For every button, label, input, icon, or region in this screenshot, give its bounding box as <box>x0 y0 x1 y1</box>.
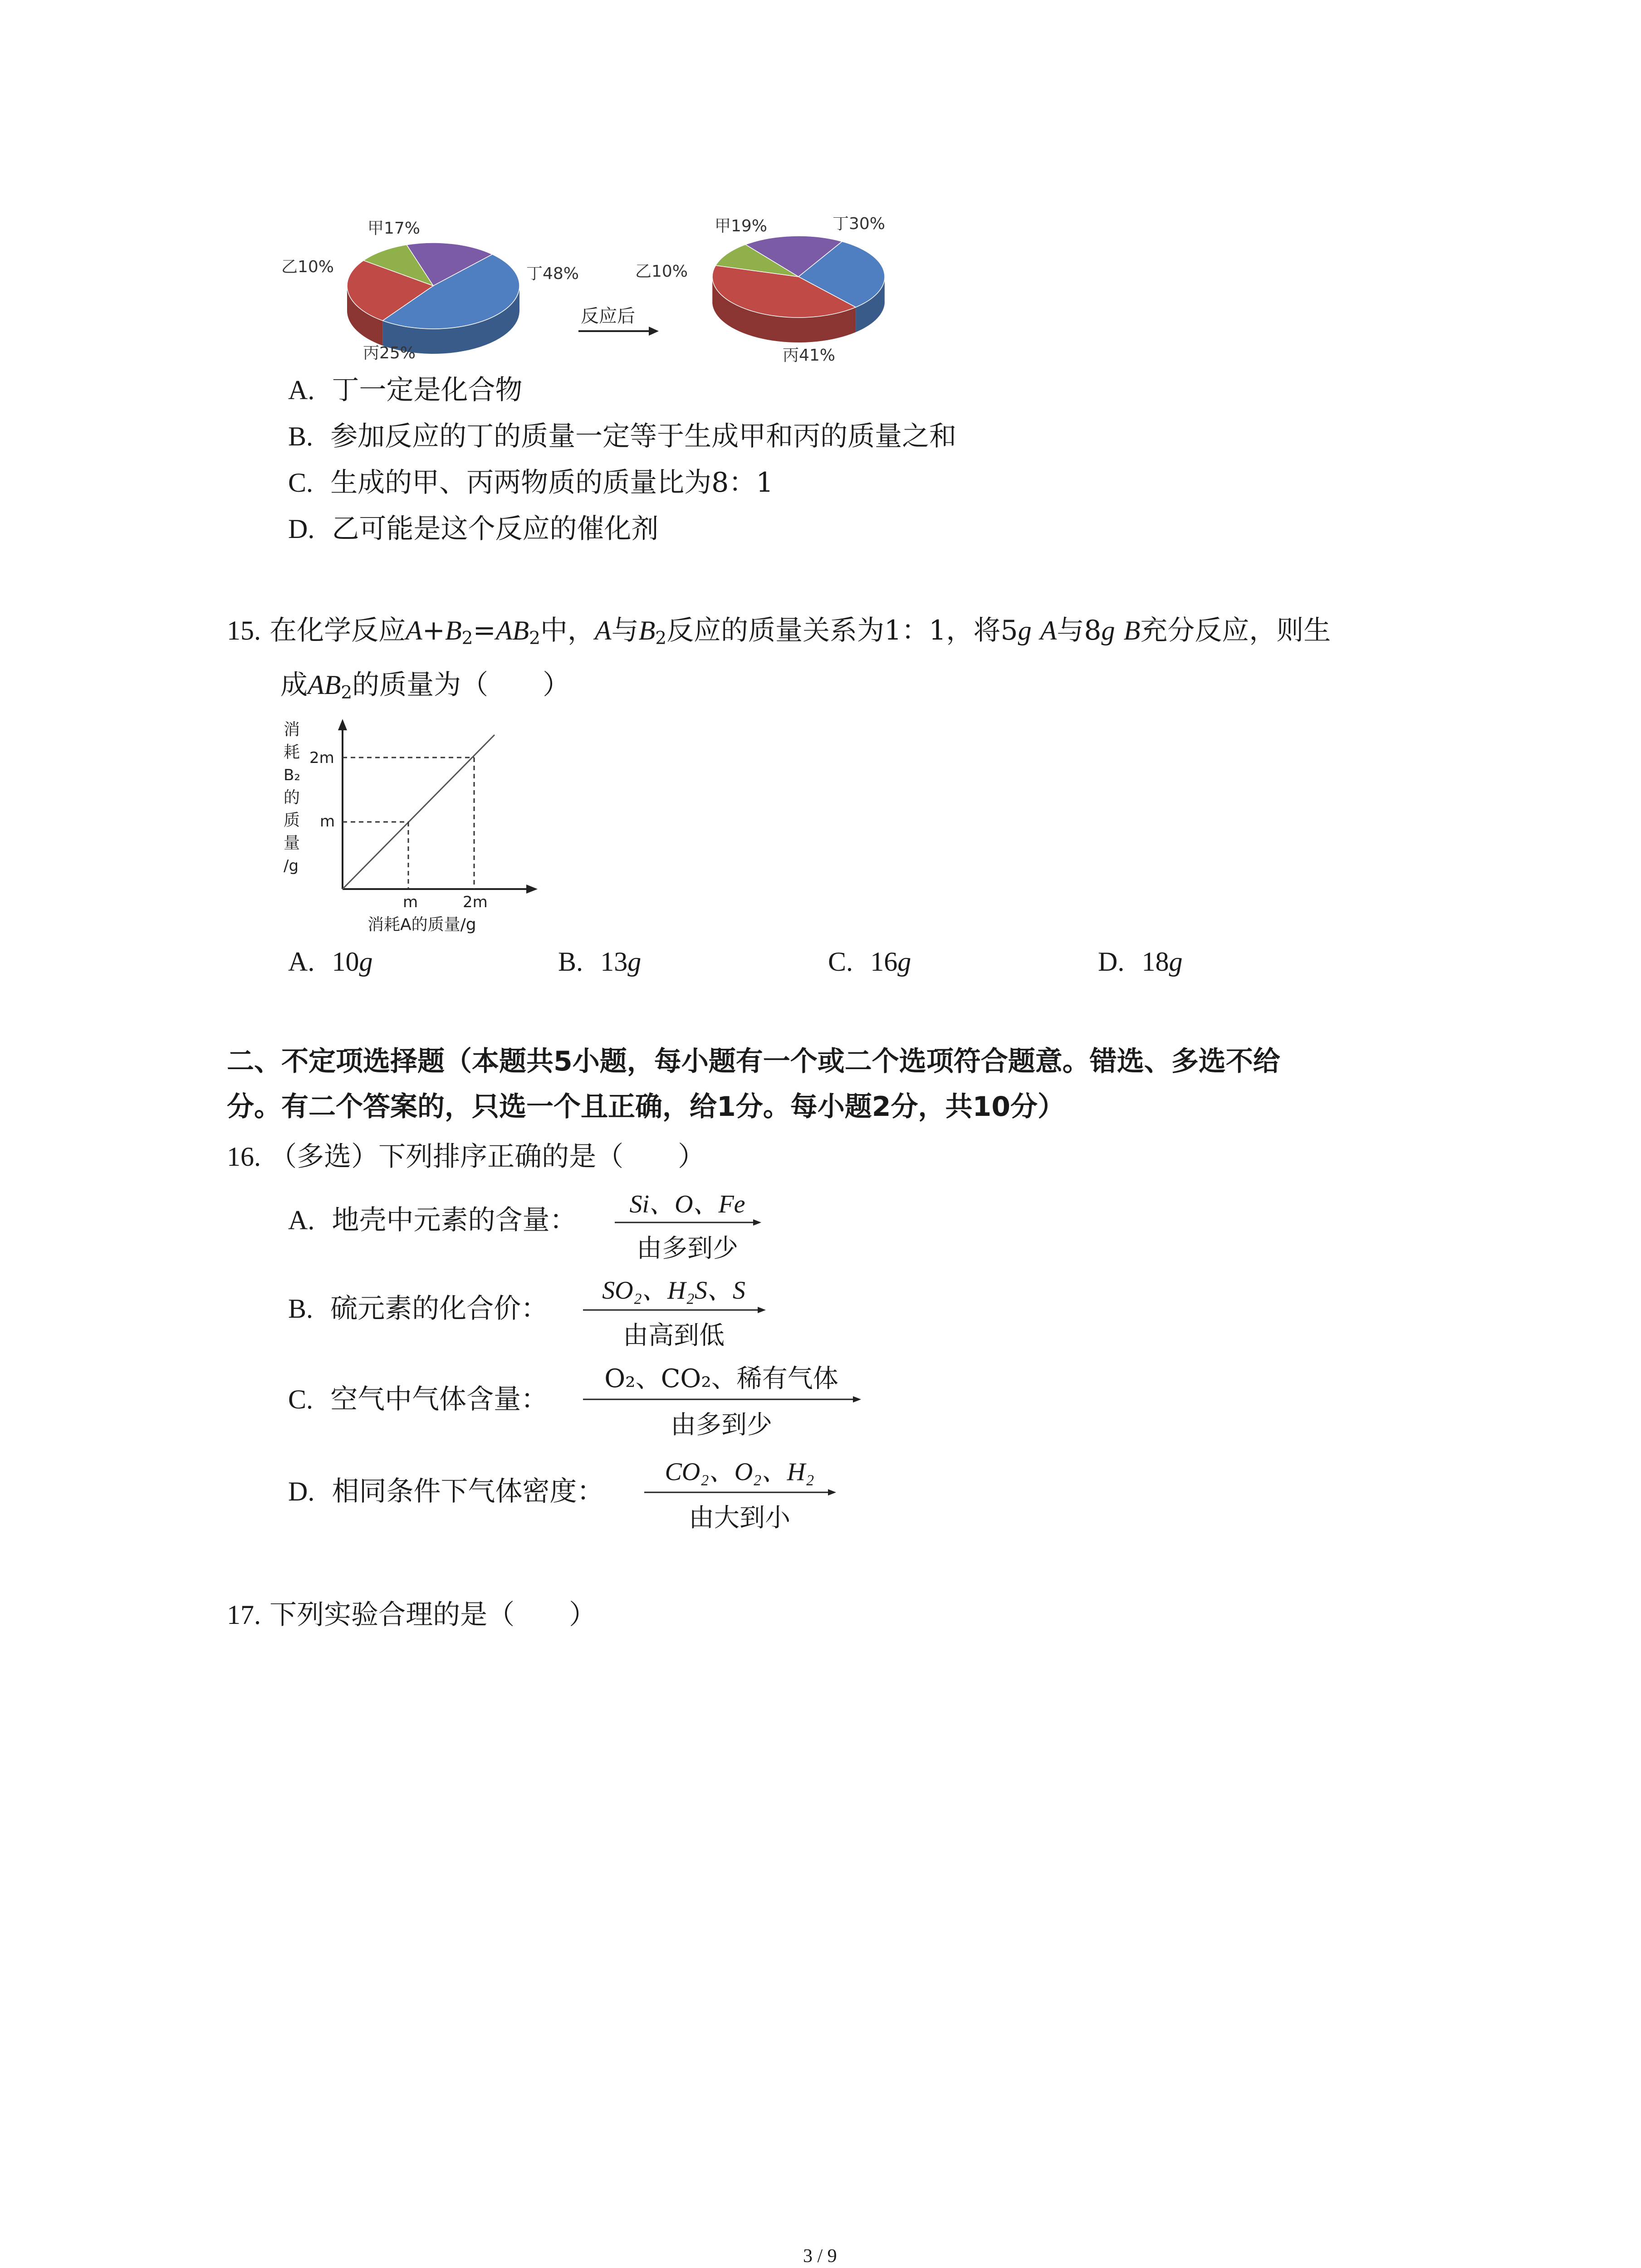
graph-ylabel-6: /g <box>284 857 299 875</box>
pie-label-before-ding: 丁48% <box>526 264 579 283</box>
q15-graph <box>277 717 549 939</box>
pie-arrow-head <box>649 327 659 336</box>
q14-option-a: A. 丁一定是化合物 <box>288 374 523 406</box>
pie-label-after-jia: 甲19% <box>715 217 768 235</box>
pie-charts-figure <box>254 204 926 381</box>
graph-ylabel-3: 的 <box>284 788 300 807</box>
q16-c-arrow-top: O₂、CO₂、稀有气体 <box>604 1364 838 1393</box>
q15-option-c: C. 16g <box>828 947 911 977</box>
graph-x-arrow <box>526 885 538 894</box>
section2-title-line1: 二、不定项选择题（本题共5小题，每小题有一个或二个选项符合题意。错选、多选不给 <box>227 1046 1280 1077</box>
q16-option-c-arrow <box>581 1359 862 1440</box>
pie-chart-before <box>347 243 519 354</box>
q14-option-b: B. 参加反应的丁的质量一定等于生成甲和丙的质量之和 <box>288 420 957 452</box>
graph-ylabel-4: 质 <box>284 811 300 830</box>
pie-label-after-yi: 乙10% <box>635 262 688 281</box>
q16-stem: 16. （多选）下列排序正确的是（ ） <box>227 1141 705 1173</box>
q15-stem-line1: 15. 在化学反应$A+B_2=AB_2$中，A与$B_2$反应的质量关系为1：1，将5g A与8g B充分反应，则生 <box>227 615 1331 649</box>
q16-b-arrow-top: SO₂、H₂S、S <box>602 1276 745 1305</box>
pie-arrow-label: 反应后 <box>581 306 635 327</box>
q15-option-d: D. 18g <box>1098 947 1183 977</box>
q16-option-a: A. 地壳中元素的含量： <box>288 1204 577 1236</box>
graph-ylabel-1: 耗 <box>284 743 300 762</box>
pie-label-after-bing: 丙41% <box>783 346 836 365</box>
q14-option-d: D. 乙可能是这个反应的催化剂 <box>288 513 659 545</box>
graph-xtick-2m: 2m <box>463 893 488 911</box>
pie-chart-after <box>712 236 885 342</box>
q16-d-arrow-bottom: 由大到小 <box>689 1503 790 1533</box>
graph-ylabel-0: 消 <box>284 720 300 739</box>
pie-label-before-jia: 甲17% <box>367 219 421 238</box>
q16-a-arrow-top: Si、O、Fe <box>629 1190 745 1218</box>
graph-xtick-m: m <box>403 893 418 911</box>
section2-title-line2: 分。有二个答案的，只选一个且正确，给1分。每小题2分，共10分） <box>227 1091 1065 1123</box>
pie-label-before-bing: 丙25% <box>363 344 416 362</box>
graph-ytick-m: m <box>320 812 335 831</box>
q16-option-b: B. 硫元素的化合价： <box>288 1293 549 1325</box>
q16-option-c: C. 空气中气体含量： <box>288 1383 549 1415</box>
q16-option-b-arrow <box>581 1270 767 1350</box>
graph-xlabel: 消耗A的质量/g <box>367 915 476 934</box>
graph-ytick-2m: 2m <box>309 749 334 767</box>
pie-label-after-ding: 丁30% <box>833 215 886 233</box>
q15-option-a: A. 10g <box>288 947 373 977</box>
q16-d-arrow-top: CO₂、O₂、H₂ <box>665 1458 814 1486</box>
graph-ylabel-2: B₂ <box>284 766 300 784</box>
q16-a-arrow-bottom: 由多到少 <box>637 1234 738 1263</box>
graph-ylabel-5: 量 <box>284 834 300 852</box>
q16-option-d: D. 相同条件下气体密度： <box>288 1476 604 1507</box>
q16-option-a-arrow <box>612 1184 762 1263</box>
q16-option-d-arrow <box>642 1452 837 1533</box>
q14-option-c: C. 生成的甲、丙两物质的质量比为8：1 <box>288 467 774 499</box>
q16-c-arrow-bottom: 由多到少 <box>671 1410 772 1440</box>
graph-y-arrow <box>338 719 347 730</box>
q15-stem-line2: 成$AB_2$的质量为（ ） <box>280 669 570 703</box>
q17-stem: 17. 下列实验合理的是（ ） <box>227 1599 597 1631</box>
q16-b-arrow-bottom: 由高到低 <box>623 1321 725 1350</box>
pie-label-before-yi: 乙10% <box>281 258 334 276</box>
q15-option-b: B. 13g <box>558 947 642 977</box>
page-number: 3 / 9 <box>803 2246 837 2267</box>
